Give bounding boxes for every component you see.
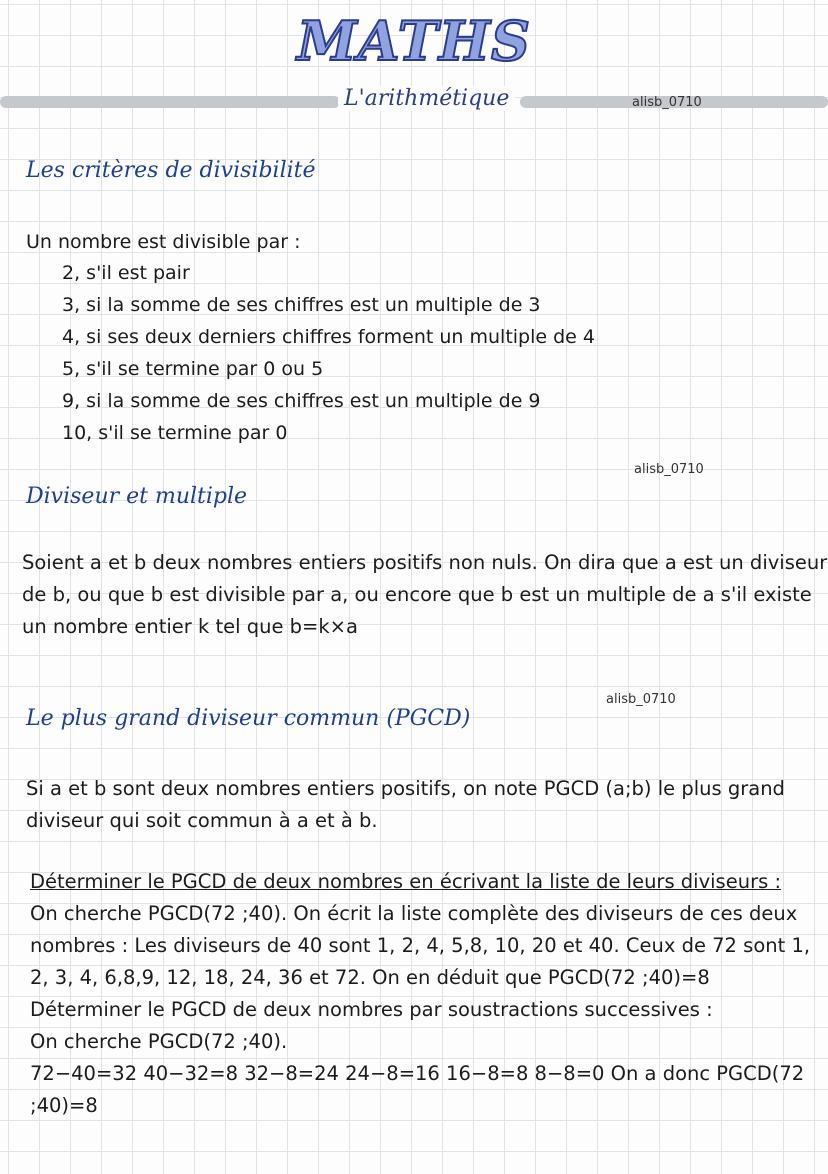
divisibility-intro: Un nombre est divisible par : xyxy=(26,231,301,253)
header-bar-left xyxy=(0,96,340,108)
signature-section2: alisb_0710 xyxy=(606,692,676,707)
paragraph-line: On cherche PGCD(72 ;40). xyxy=(30,1030,288,1053)
pgcd-definition xyxy=(26,773,785,837)
list-item: 2, s'il est pair xyxy=(62,262,190,284)
paragraph-line: 72−40=32 40−32=8 32−8=24 24−8=16 16−8=8 8−8=0 On a donc PGCD(72 xyxy=(30,1062,805,1085)
paragraph-line: de b, ou que b est divisible par a, ou encore que b est un multiple de a s'il existe xyxy=(22,583,812,606)
paragraph-line: Soient a et b deux nombres entiers positifs non nuls. On dira que a est un diviseur xyxy=(22,551,828,574)
paragraph-line: On cherche PGCD(72 ;40). On écrit la liste complète des diviseurs de ces deux xyxy=(30,902,798,925)
page-title: MATHS xyxy=(297,9,531,73)
list-item: 3, si la somme de ses chiffres est un multiple de 3 xyxy=(62,294,541,316)
list-item: 4, si ses deux derniers chiffres forment un multiple de 4 xyxy=(62,326,596,348)
signature-section1: alisb_0710 xyxy=(634,462,704,477)
divisor-multiple-paragraph xyxy=(22,547,827,643)
pgcd-methods xyxy=(30,866,810,1122)
section-heading-divisor-multiple: Diviseur et multiple xyxy=(26,484,248,509)
paragraph-line: ;40)=8 xyxy=(30,1094,98,1117)
list-item: 9, si la somme de ses chiffres est un multiple de 9 xyxy=(62,390,541,412)
paragraph-line: nombres : Les diviseurs de 40 sont 1, 2, 4, 5,8, 10, 20 et 40. Ceux de 72 sont 1, xyxy=(30,934,811,957)
paragraph-line: 2, 3, 4, 6,8,9, 12, 18, 24, 36 et 72. On en déduit que PGCD(72 ;40)=8 xyxy=(30,966,710,989)
signature-header: alisb_0710 xyxy=(632,95,702,110)
divisibility-list xyxy=(62,257,595,449)
list-item: 5, s'il se termine par 0 ou 5 xyxy=(62,358,324,380)
list-item: 10, s'il se termine par 0 xyxy=(62,422,288,444)
page-subtitle: L'arithmétique xyxy=(338,86,515,111)
paragraph-line: Si a et b sont deux nombres entiers positifs, on note PGCD (a;b) le plus grand xyxy=(26,777,785,800)
method1-title: Déterminer le PGCD de deux nombres en écrivant la liste de leurs diviseurs : xyxy=(30,870,782,893)
method2-title: Déterminer le PGCD de deux nombres par soustractions successives : xyxy=(30,998,713,1021)
section-heading-divisibility: Les critères de divisibilité xyxy=(26,158,316,183)
section-heading-pgcd: Le plus grand diviseur commun (PGCD) xyxy=(26,706,471,731)
paragraph-line: un nombre entier k tel que b=k×a xyxy=(22,615,358,638)
paragraph-line: diviseur qui soit commun à a et à b. xyxy=(26,809,378,832)
